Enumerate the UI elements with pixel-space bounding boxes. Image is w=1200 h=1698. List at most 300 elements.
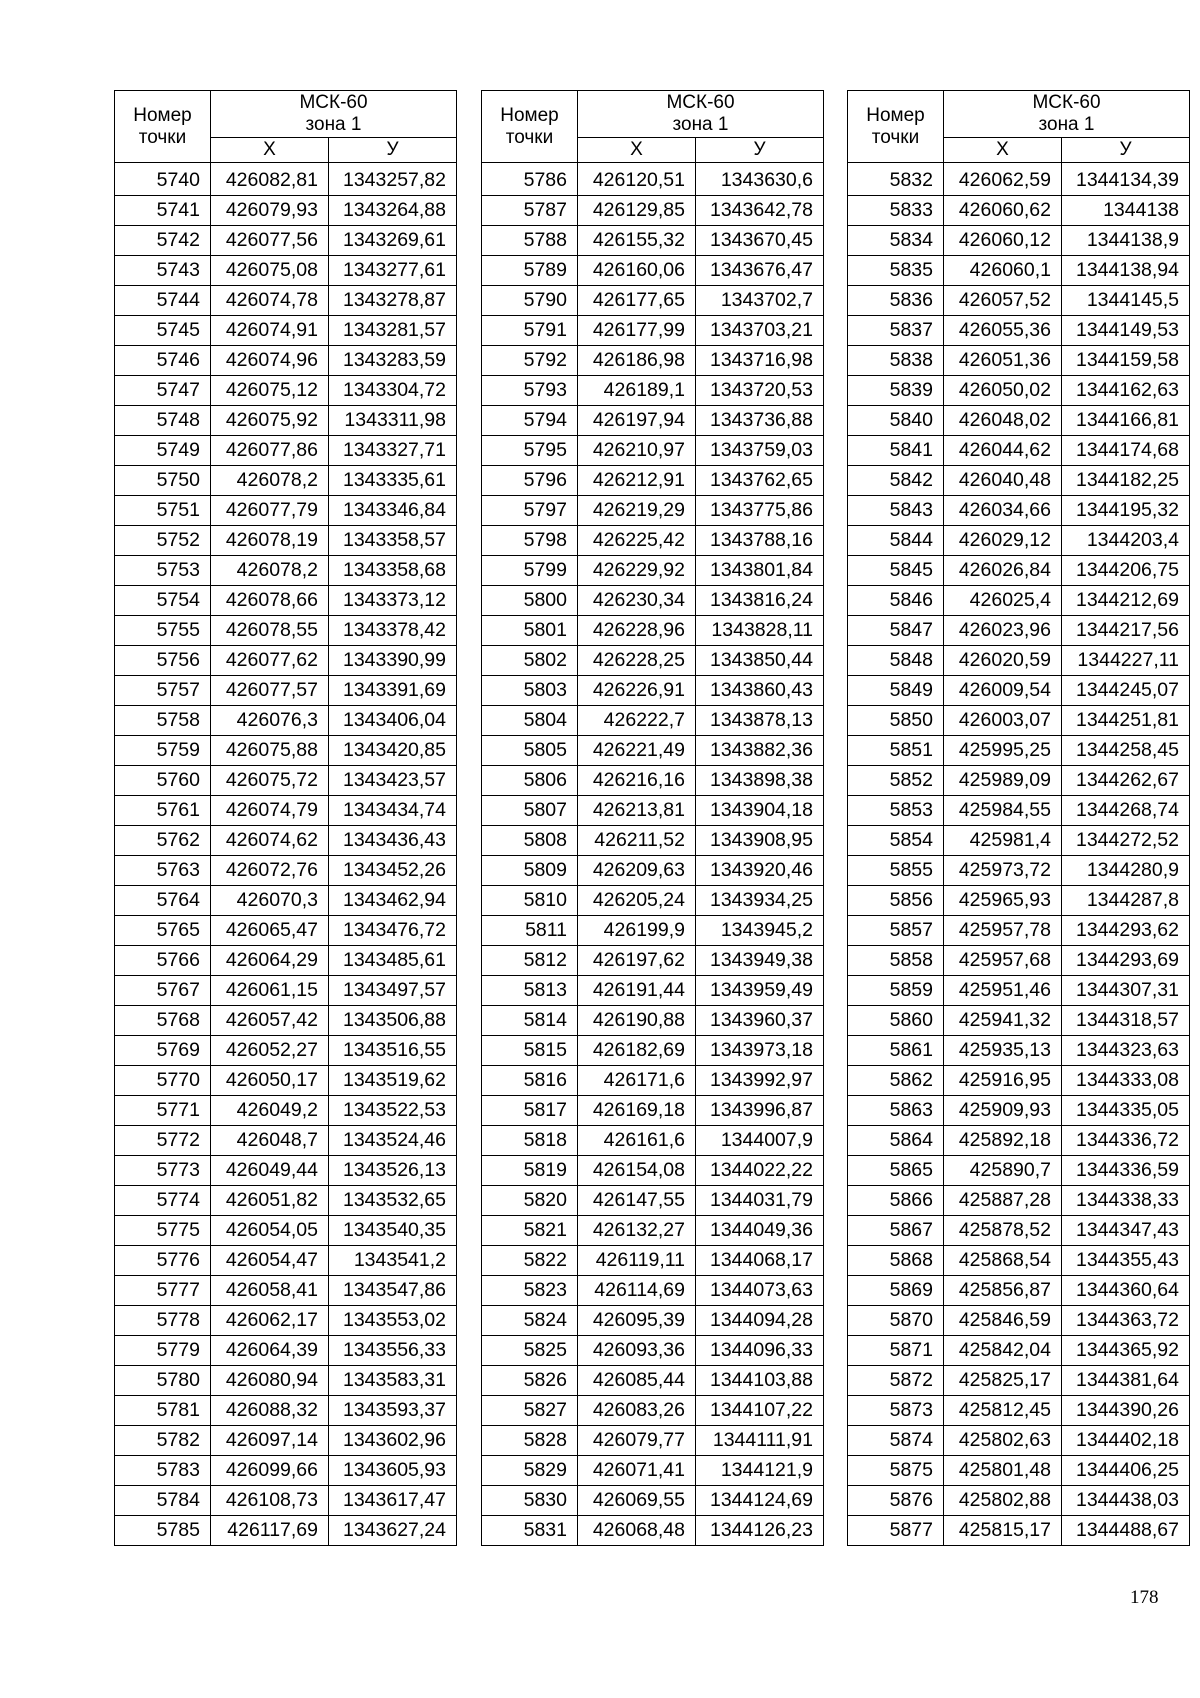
x-coordinate-cell: 426051,82 <box>211 1186 329 1216</box>
point-number-header: Номер точки <box>848 91 944 163</box>
x-coordinate-cell: 425825,17 <box>944 1366 1062 1396</box>
x-coordinate-cell: 426048,7 <box>211 1126 329 1156</box>
table-row <box>115 1306 457 1336</box>
point-number-cell: 5740 <box>115 163 211 196</box>
x-coordinate-cell: 426160,06 <box>578 256 696 286</box>
y-coordinate-cell: 1343257,82 <box>329 163 457 196</box>
y-coordinate-cell: 1344335,05 <box>1062 1096 1190 1126</box>
y-coordinate-cell: 1344166,81 <box>1062 406 1190 436</box>
x-coordinate-cell: 426060,12 <box>944 226 1062 256</box>
x-coordinate-cell: 426078,66 <box>211 586 329 616</box>
point-number-cell: 5835 <box>848 256 944 286</box>
x-coordinate-cell: 426068,48 <box>578 1516 696 1546</box>
table-row <box>848 436 1190 466</box>
table-row <box>115 826 457 856</box>
x-coordinate-cell: 425989,09 <box>944 766 1062 796</box>
x-coordinate-cell: 426023,96 <box>944 616 1062 646</box>
table-row <box>115 1396 457 1426</box>
table-row <box>482 1036 824 1066</box>
x-coordinate-cell: 426055,36 <box>944 316 1062 346</box>
point-number-cell: 5832 <box>848 163 944 196</box>
table-row <box>482 1066 824 1096</box>
table-row <box>482 1186 824 1216</box>
point-number-cell: 5752 <box>115 526 211 556</box>
point-number-cell: 5779 <box>115 1336 211 1366</box>
table-row <box>848 1126 1190 1156</box>
x-coordinate-cell: 426052,27 <box>211 1036 329 1066</box>
point-number-cell: 5792 <box>482 346 578 376</box>
table-row <box>115 946 457 976</box>
table-row <box>115 256 457 286</box>
table-row <box>482 1216 824 1246</box>
table-row <box>482 766 824 796</box>
x-coordinate-cell: 426095,39 <box>578 1306 696 1336</box>
y-coordinate-cell: 1343593,37 <box>329 1396 457 1426</box>
x-coordinate-cell: 426093,36 <box>578 1336 696 1366</box>
table-row <box>848 586 1190 616</box>
y-coordinate-cell: 1343311,98 <box>329 406 457 436</box>
y-coordinate-cell: 1344073,63 <box>696 1276 824 1306</box>
table-row <box>848 676 1190 706</box>
x-coordinate-cell: 426074,96 <box>211 346 329 376</box>
table-row <box>848 1066 1190 1096</box>
table-row <box>115 1486 457 1516</box>
y-coordinate-cell: 1344049,36 <box>696 1216 824 1246</box>
x-coordinate-cell: 426003,07 <box>944 706 1062 736</box>
x-coordinate-cell: 425973,72 <box>944 856 1062 886</box>
table-row <box>482 256 824 286</box>
table-row <box>482 886 824 916</box>
point-number-cell: 5850 <box>848 706 944 736</box>
y-coordinate-cell: 1344096,33 <box>696 1336 824 1366</box>
table-row <box>848 1336 1190 1366</box>
point-number-cell: 5847 <box>848 616 944 646</box>
y-coordinate-cell: 1343476,72 <box>329 916 457 946</box>
y-coordinate-cell: 1344365,92 <box>1062 1336 1190 1366</box>
y-coordinate-cell: 1344402,18 <box>1062 1426 1190 1456</box>
point-number-cell: 5773 <box>115 1156 211 1186</box>
point-number-cell: 5796 <box>482 466 578 496</box>
table-row <box>115 286 457 316</box>
table-row <box>482 556 824 586</box>
x-coordinate-cell: 426020,59 <box>944 646 1062 676</box>
x-coordinate-cell: 426177,65 <box>578 286 696 316</box>
page-number: 178 <box>1130 1587 1159 1608</box>
x-coordinate-cell: 425887,28 <box>944 1186 1062 1216</box>
y-coordinate-cell: 1343283,59 <box>329 346 457 376</box>
x-coordinate-cell: 425812,45 <box>944 1396 1062 1426</box>
x-coordinate-cell: 426197,94 <box>578 406 696 436</box>
y-coordinate-cell: 1343358,57 <box>329 526 457 556</box>
y-coordinate-cell: 1344138,9 <box>1062 226 1190 256</box>
table-row <box>482 676 824 706</box>
x-coordinate-cell: 426069,55 <box>578 1486 696 1516</box>
point-number-cell: 5833 <box>848 196 944 226</box>
point-number-cell: 5823 <box>482 1276 578 1306</box>
y-coordinate-cell: 1343452,26 <box>329 856 457 886</box>
x-coordinate-cell: 426221,49 <box>578 736 696 766</box>
point-number-cell: 5868 <box>848 1246 944 1276</box>
table-row <box>482 1486 824 1516</box>
table-row <box>115 1036 457 1066</box>
table-row <box>848 1516 1190 1546</box>
table-row <box>482 976 824 1006</box>
point-number-cell: 5837 <box>848 316 944 346</box>
point-number-cell: 5811 <box>482 916 578 946</box>
x-coordinate-cell: 426044,62 <box>944 436 1062 466</box>
x-coordinate-cell: 425846,59 <box>944 1306 1062 1336</box>
point-number-cell: 5848 <box>848 646 944 676</box>
y-coordinate-cell: 1343378,42 <box>329 616 457 646</box>
y-coordinate-cell: 1344206,75 <box>1062 556 1190 586</box>
point-number-cell: 5846 <box>848 586 944 616</box>
table-row <box>848 1306 1190 1336</box>
table-row <box>848 376 1190 406</box>
table-row <box>848 1036 1190 1066</box>
table-row <box>482 1396 824 1426</box>
x-coordinate-cell: 425801,48 <box>944 1456 1062 1486</box>
x-coordinate-cell: 426058,41 <box>211 1276 329 1306</box>
x-coordinate-cell: 426213,81 <box>578 796 696 826</box>
y-coordinate-cell: 1343960,37 <box>696 1006 824 1036</box>
crs-zone: зона 1 <box>1038 114 1095 135</box>
x-coordinate-cell: 426129,85 <box>578 196 696 226</box>
x-coordinate-cell: 426078,19 <box>211 526 329 556</box>
y-coordinate-cell: 1344262,67 <box>1062 766 1190 796</box>
table-row <box>482 1276 824 1306</box>
x-coordinate-cell: 425815,17 <box>944 1516 1062 1546</box>
point-number-cell: 5772 <box>115 1126 211 1156</box>
y-coordinate-cell: 1344363,72 <box>1062 1306 1190 1336</box>
table-row <box>482 316 824 346</box>
table-row <box>115 796 457 826</box>
y-coordinate-cell: 1343920,46 <box>696 856 824 886</box>
x-coordinate-cell: 426049,2 <box>211 1096 329 1126</box>
coordinates-table-2 <box>481 90 824 1546</box>
y-coordinate-cell: 1343547,86 <box>329 1276 457 1306</box>
y-coordinate-cell: 1343908,95 <box>696 826 824 856</box>
y-coordinate-cell: 1344111,91 <box>696 1426 824 1456</box>
table-row <box>848 346 1190 376</box>
table-row <box>848 526 1190 556</box>
point-number-cell: 5865 <box>848 1156 944 1186</box>
table-row <box>115 1066 457 1096</box>
y-coordinate-cell: 1343264,88 <box>329 196 457 226</box>
table-row <box>482 1126 824 1156</box>
y-coordinate-cell: 1344138,94 <box>1062 256 1190 286</box>
y-coordinate-cell: 1343702,7 <box>696 286 824 316</box>
point-number-cell: 5849 <box>848 676 944 706</box>
point-number-cell: 5870 <box>848 1306 944 1336</box>
point-number-cell: 5859 <box>848 976 944 1006</box>
table-row <box>848 856 1190 886</box>
point-number-cell: 5793 <box>482 376 578 406</box>
y-coordinate-cell: 1343541,2 <box>329 1246 457 1276</box>
x-coordinate-cell: 426060,62 <box>944 196 1062 226</box>
table-row <box>482 586 824 616</box>
point-number-cell: 5770 <box>115 1066 211 1096</box>
point-number-cell: 5828 <box>482 1426 578 1456</box>
y-coordinate-cell: 1343860,43 <box>696 676 824 706</box>
table-row <box>848 163 1190 196</box>
y-coordinate-cell: 1343959,49 <box>696 976 824 1006</box>
y-coordinate-cell: 1343788,16 <box>696 526 824 556</box>
x-coordinate-cell: 426077,62 <box>211 646 329 676</box>
point-number-cell: 5866 <box>848 1186 944 1216</box>
point-number-cell: 5759 <box>115 736 211 766</box>
point-number-cell: 5851 <box>848 736 944 766</box>
x-coordinate-cell: 426029,12 <box>944 526 1062 556</box>
table-row <box>115 586 457 616</box>
table-row <box>115 646 457 676</box>
table-row <box>115 316 457 346</box>
y-coordinate-cell: 1344355,43 <box>1062 1246 1190 1276</box>
table-row <box>115 556 457 586</box>
y-coordinate-cell: 1344318,57 <box>1062 1006 1190 1036</box>
table-row <box>115 736 457 766</box>
x-coordinate-cell: 426025,4 <box>944 586 1062 616</box>
table-row <box>848 1096 1190 1126</box>
x-coordinate-cell: 426191,44 <box>578 976 696 1006</box>
table-row <box>482 616 824 646</box>
table-row <box>848 946 1190 976</box>
point-number-cell: 5767 <box>115 976 211 1006</box>
y-coordinate-cell: 1343524,46 <box>329 1126 457 1156</box>
x-coordinate-cell: 426062,17 <box>211 1306 329 1336</box>
y-coordinate-cell: 1343716,98 <box>696 346 824 376</box>
y-coordinate-cell: 1343281,57 <box>329 316 457 346</box>
x-coordinate-cell: 426229,92 <box>578 556 696 586</box>
y-coordinate-cell: 1343627,24 <box>329 1516 457 1546</box>
table-row <box>482 1426 824 1456</box>
table-row <box>848 316 1190 346</box>
x-coordinate-cell: 426083,26 <box>578 1396 696 1426</box>
x-coordinate-cell: 426177,99 <box>578 316 696 346</box>
x-coordinate-cell: 426050,17 <box>211 1066 329 1096</box>
y-coordinate-cell: 1343335,61 <box>329 466 457 496</box>
y-coordinate-cell: 1343556,33 <box>329 1336 457 1366</box>
point-number-cell: 5813 <box>482 976 578 1006</box>
table-row <box>115 496 457 526</box>
y-coordinate-cell: 1343934,25 <box>696 886 824 916</box>
point-number-cell: 5741 <box>115 196 211 226</box>
x-coordinate-cell: 426199,9 <box>578 916 696 946</box>
point-number-cell: 5815 <box>482 1036 578 1066</box>
point-number-cell: 5748 <box>115 406 211 436</box>
y-coordinate-cell: 1343485,61 <box>329 946 457 976</box>
table-row <box>115 1156 457 1186</box>
point-number-cell: 5862 <box>848 1066 944 1096</box>
x-coordinate-cell: 426205,24 <box>578 886 696 916</box>
x-coordinate-cell: 426061,15 <box>211 976 329 1006</box>
y-coordinate-cell: 1344159,58 <box>1062 346 1190 376</box>
crs-system: МСК-60 <box>666 92 735 113</box>
table-row <box>848 1426 1190 1456</box>
x-coordinate-cell: 426034,66 <box>944 496 1062 526</box>
point-number-cell: 5777 <box>115 1276 211 1306</box>
point-number-cell: 5755 <box>115 616 211 646</box>
y-coordinate-cell: 1343992,97 <box>696 1066 824 1096</box>
table-row <box>115 406 457 436</box>
x-coordinate-cell: 426074,91 <box>211 316 329 346</box>
x-coordinate-cell: 426155,32 <box>578 226 696 256</box>
x-coordinate-cell: 425935,13 <box>944 1036 1062 1066</box>
x-coordinate-cell: 426171,6 <box>578 1066 696 1096</box>
table-row <box>482 1456 824 1486</box>
table-row <box>482 436 824 466</box>
y-coordinate-cell: 1343996,87 <box>696 1096 824 1126</box>
y-coordinate-cell: 1343532,65 <box>329 1186 457 1216</box>
table-row <box>115 163 457 196</box>
point-number-cell: 5826 <box>482 1366 578 1396</box>
point-number-cell: 5786 <box>482 163 578 196</box>
point-number-cell: 5794 <box>482 406 578 436</box>
x-coordinate-cell: 425802,88 <box>944 1486 1062 1516</box>
point-number-cell: 5853 <box>848 796 944 826</box>
point-number-cell: 5876 <box>848 1486 944 1516</box>
point-number-cell: 5765 <box>115 916 211 946</box>
table-row <box>115 1216 457 1246</box>
point-number-cell: 5745 <box>115 316 211 346</box>
point-number-cell: 5807 <box>482 796 578 826</box>
point-number-cell: 5830 <box>482 1486 578 1516</box>
x-coordinate-cell: 425890,7 <box>944 1156 1062 1186</box>
point-number-cell: 5822 <box>482 1246 578 1276</box>
x-coordinate-cell: 425802,63 <box>944 1426 1062 1456</box>
x-coordinate-cell: 426079,93 <box>211 196 329 226</box>
y-header: У <box>696 138 824 163</box>
x-coordinate-cell: 426040,48 <box>944 466 1062 496</box>
table-row <box>115 1006 457 1036</box>
y-coordinate-cell: 1343269,61 <box>329 226 457 256</box>
table-row <box>115 856 457 886</box>
x-coordinate-cell: 426078,2 <box>211 466 329 496</box>
table-row <box>482 1246 824 1276</box>
point-number-cell: 5761 <box>115 796 211 826</box>
y-coordinate-cell: 1343816,24 <box>696 586 824 616</box>
x-coordinate-cell: 425957,78 <box>944 916 1062 946</box>
point-number-cell: 5799 <box>482 556 578 586</box>
y-coordinate-cell: 1343304,72 <box>329 376 457 406</box>
table-row <box>482 1096 824 1126</box>
y-coordinate-cell: 1343278,87 <box>329 286 457 316</box>
x-coordinate-cell: 426211,52 <box>578 826 696 856</box>
y-coordinate-cell: 1344293,69 <box>1062 946 1190 976</box>
table-row <box>482 1336 824 1366</box>
point-number-cell: 5768 <box>115 1006 211 1036</box>
point-number-cell: 5781 <box>115 1396 211 1426</box>
point-number-cell: 5753 <box>115 556 211 586</box>
point-number-cell: 5855 <box>848 856 944 886</box>
table-row <box>115 1516 457 1546</box>
point-number-cell: 5805 <box>482 736 578 766</box>
x-coordinate-cell: 425941,32 <box>944 1006 1062 1036</box>
y-coordinate-cell: 1343462,94 <box>329 886 457 916</box>
x-coordinate-cell: 426064,29 <box>211 946 329 976</box>
point-number-cell: 5787 <box>482 196 578 226</box>
x-coordinate-cell: 426077,86 <box>211 436 329 466</box>
point-number-cell: 5820 <box>482 1186 578 1216</box>
point-number-cell: 5757 <box>115 676 211 706</box>
table-row <box>848 826 1190 856</box>
table-row <box>115 1336 457 1366</box>
y-coordinate-cell: 1343390,99 <box>329 646 457 676</box>
point-number-cell: 5804 <box>482 706 578 736</box>
y-coordinate-cell: 1343420,85 <box>329 736 457 766</box>
y-coordinate-cell: 1344272,52 <box>1062 826 1190 856</box>
y-coordinate-cell: 1343617,47 <box>329 1486 457 1516</box>
y-coordinate-cell: 1344145,5 <box>1062 286 1190 316</box>
point-number-cell: 5817 <box>482 1096 578 1126</box>
y-coordinate-cell: 1344149,53 <box>1062 316 1190 346</box>
x-coordinate-cell: 425984,55 <box>944 796 1062 826</box>
x-coordinate-cell: 425909,93 <box>944 1096 1062 1126</box>
x-coordinate-cell: 426161,6 <box>578 1126 696 1156</box>
point-number-header: Номер точки <box>482 91 578 163</box>
crs-header <box>578 91 824 138</box>
x-coordinate-cell: 426228,96 <box>578 616 696 646</box>
x-header: Х <box>944 138 1062 163</box>
y-coordinate-cell: 1343602,96 <box>329 1426 457 1456</box>
y-coordinate-cell: 1344068,17 <box>696 1246 824 1276</box>
x-coordinate-cell: 426120,51 <box>578 163 696 196</box>
point-number-cell: 5838 <box>848 346 944 376</box>
x-coordinate-cell: 426222,7 <box>578 706 696 736</box>
y-coordinate-cell: 1343373,12 <box>329 586 457 616</box>
point-number-cell: 5861 <box>848 1036 944 1066</box>
table-row <box>848 766 1190 796</box>
y-coordinate-cell: 1344124,69 <box>696 1486 824 1516</box>
table-row <box>848 976 1190 1006</box>
x-coordinate-cell: 426054,05 <box>211 1216 329 1246</box>
y-coordinate-cell: 1343720,53 <box>696 376 824 406</box>
x-coordinate-cell: 426075,88 <box>211 736 329 766</box>
point-number-cell: 5800 <box>482 586 578 616</box>
point-number-cell: 5785 <box>115 1516 211 1546</box>
x-coordinate-cell: 426057,42 <box>211 1006 329 1036</box>
x-coordinate-cell: 426080,94 <box>211 1366 329 1396</box>
point-number-cell: 5760 <box>115 766 211 796</box>
table-row <box>482 916 824 946</box>
y-coordinate-cell: 1343436,43 <box>329 826 457 856</box>
x-coordinate-cell: 426049,44 <box>211 1156 329 1186</box>
y-coordinate-cell: 1344258,45 <box>1062 736 1190 766</box>
x-coordinate-cell: 425995,25 <box>944 736 1062 766</box>
y-coordinate-cell: 1344347,43 <box>1062 1216 1190 1246</box>
y-coordinate-cell: 1344390,26 <box>1062 1396 1190 1426</box>
table-row <box>115 1456 457 1486</box>
table-row <box>482 163 824 196</box>
point-number-cell: 5784 <box>115 1486 211 1516</box>
table-row <box>115 1426 457 1456</box>
x-coordinate-cell: 425951,46 <box>944 976 1062 1006</box>
x-coordinate-cell: 426210,97 <box>578 436 696 466</box>
y-coordinate-cell: 1343346,84 <box>329 496 457 526</box>
crs-zone: зона 1 <box>672 114 729 135</box>
x-coordinate-cell: 426154,08 <box>578 1156 696 1186</box>
y-coordinate-cell: 1343676,47 <box>696 256 824 286</box>
y-coordinate-cell: 1343522,53 <box>329 1096 457 1126</box>
x-coordinate-cell: 426226,91 <box>578 676 696 706</box>
y-coordinate-cell: 1343519,62 <box>329 1066 457 1096</box>
y-coordinate-cell: 1344094,28 <box>696 1306 824 1336</box>
x-coordinate-cell: 426082,81 <box>211 163 329 196</box>
table-row <box>115 376 457 406</box>
x-coordinate-cell: 426085,44 <box>578 1366 696 1396</box>
x-coordinate-cell: 426197,62 <box>578 946 696 976</box>
point-number-cell: 5769 <box>115 1036 211 1066</box>
point-number-cell: 5842 <box>848 466 944 496</box>
